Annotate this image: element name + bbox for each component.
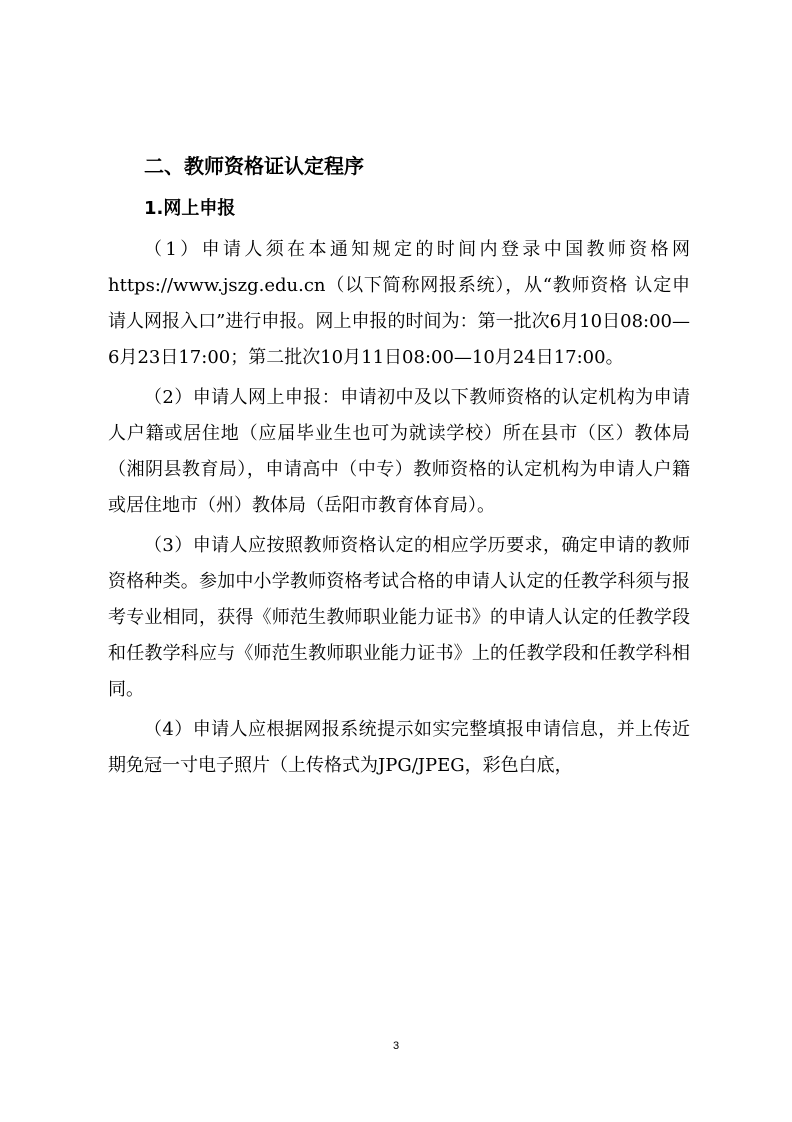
page-content xyxy=(108,150,690,788)
paragraph-4: （4）申请人应根据网报系统提示如实完整填报申请信息，并上传近期免冠一寸电子照片（上传格式为JPG/JPEG，彩色白底， xyxy=(108,719,690,776)
section-heading: 二、教师资格证认定程序 xyxy=(144,154,364,178)
page-number: 3 xyxy=(392,1040,400,1052)
subsection-heading: 1.网上申报 xyxy=(144,198,236,219)
paragraph-2: （2）申请人网上申报：申请初中及以下教师资格的认定机构为申请人户籍或居住地（应届毕业生也可为就读学校）所在县市（区）教体局（湘阴县教育局），申请高中（中专）教师资格的认定机构为申请人户籍或居住地市（州）教体局（岳阳市教育体育局）。 xyxy=(108,387,690,516)
paragraph-1: （1）申请人须在本通知规定的时间内登录中国教师资格网https://www.jszg.edu.cn（以下简称网报系统），从“教师资格 认定申请人网报入口”进行申报。网上申报的时间为：第一批次6月10日08:00—6月23日17:00；第二批次10月11日08:00—10月24日17:00。 xyxy=(108,239,690,368)
paragraph-3: （3）申请人应按照教师资格认定的相应学历要求，确定申请的教师资格种类。参加中小学教师资格考试合格的申请人认定的任教学科须与报考专业相同，获得《师范生教师职业能力证书》的申请人认定的任教学段和任教学科应与《师范生教师职业能力证书》上的任教学段和任教学科相同。 xyxy=(108,535,690,700)
